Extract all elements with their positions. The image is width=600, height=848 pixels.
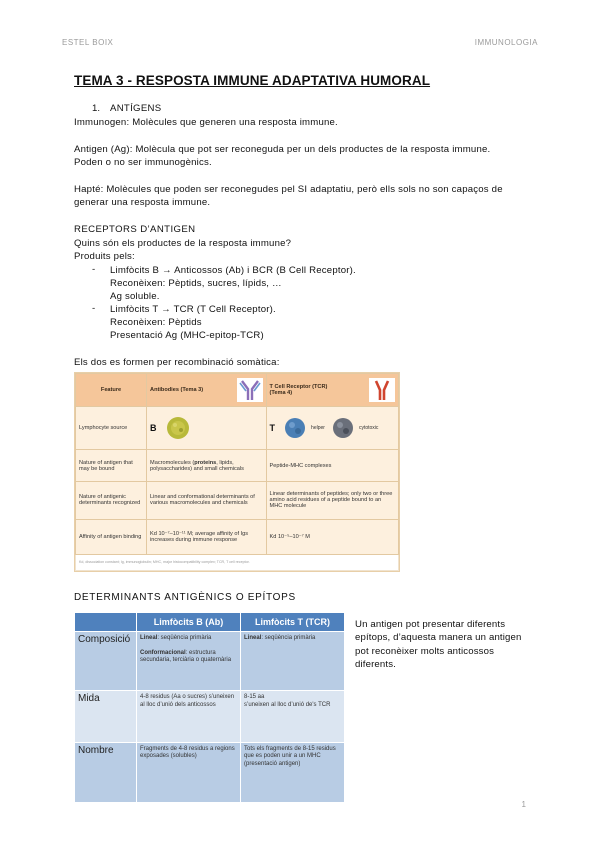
table1-row4-feature: Affinity of antigen binding [76, 520, 147, 554]
t-cells-line3: Presentació Ag (MHC-epitop-TCR) [110, 330, 264, 341]
table1-row4-antibodies: Kd 10⁻⁷–10⁻¹¹ M; average affinity of Igs increases during immune response [147, 520, 267, 554]
header-author: ESTEL BOIX [62, 38, 114, 47]
table1-row1-antibodies: B [147, 407, 267, 450]
table1-row3-feature: Nature of antigenic determinants recognized [76, 481, 147, 520]
hapte-definition-line2: generar una resposta immune. [74, 197, 211, 208]
table1-row2-antibodies: Macromolecules (proteins, lipids, polysaccharides) and small chemicals [147, 450, 267, 481]
immunogen-definition: Immunogen: Molècules que generen una resposta immune. [74, 117, 338, 128]
table1-header-tcr: T Cell Receptor (TCR) (Tema 4) [266, 374, 398, 407]
produced-by: Produits pels: [74, 251, 135, 262]
b-cells-line3: Ag soluble. [110, 291, 160, 302]
antigen-definition-line1: Antigen (Ag): Molècula que pot ser reconeguda per un dels productes de la resposta immune. [74, 144, 491, 155]
antigen-definition-line2: Poden o no ser immunogènics. [74, 157, 212, 168]
b-cells-line1: Limfòcits B → Anticossos (Ab) i BCR (B Cell Receptor). [110, 265, 356, 276]
table2-row-mida-t: 8-15 aa s’uneixen al lloc d’unió de's TCR [241, 691, 345, 742]
table1-row3-tcr: Linear determinants of peptides; only two or three amino acid residues of a peptide bound to an MHC molecule [266, 481, 398, 520]
receptors-question: Quins són els productes de la resposta immune? [74, 238, 292, 249]
page-title: TEMA 3 - RESPOSTA IMMUNE ADAPTATIVA HUMORAL [74, 73, 431, 88]
t-cells-line2: Reconèixen: Pèptids [110, 317, 202, 328]
table2-row-nombre-b: Fragments de 4-8 residus a regions exposades (solubles) [137, 742, 241, 802]
b-cell-icon [165, 415, 191, 441]
determinants-heading: DETERMINANTS ANTIGÈNICS O EPÍTOPS [74, 592, 296, 603]
hapte-definition-line1: Hapté: Molècules que poden ser reconegudes pel SI adaptatiu, però ells sols no son capaços de [74, 184, 503, 195]
table2-row-nombre-t: Tots els fragments de 8-15 residus que es poden unir a un MHC (presentació antigen) [241, 742, 345, 802]
table1-row1-tcr: T helper cytotoxic [266, 407, 398, 450]
table2-row-mida-label: Mida [75, 691, 137, 742]
cytotoxic-t-cell-icon [331, 416, 355, 440]
table2-row-composicio-t: Lineal: seqüència primària [241, 632, 345, 691]
table2-header-t-cells: Limfòcits T (TCR) [241, 613, 345, 632]
section-number: 1. [92, 103, 101, 114]
table1-row1-feature: Lymphocyte source [76, 407, 147, 450]
tcr-icon [369, 378, 395, 402]
table2-row-mida-b: 4-8 residus (Aa o sucres) s’uneixen al lloc d’unió dels anticossos [137, 691, 241, 742]
table2-row-composicio-label: Composició [75, 632, 137, 691]
t-cells-line1: Limfòcits T → TCR (T Cell Receptor). [110, 304, 276, 315]
table1-row2-tcr: Peptide-MHC complexes [266, 450, 398, 481]
receptors-heading: RECEPTORS D’ANTIGEN [74, 224, 196, 235]
page-number: 1 [521, 800, 526, 809]
epitopes-side-note: Un antigen pot presentar diferents epítops, d’aquesta manera un antigen pot reconèixer molts anticossos diferents. [355, 619, 522, 670]
section-title: ANTÍGENS [110, 103, 162, 114]
table1-row2-feature: Nature of antigen that may be bound [76, 450, 147, 481]
table1-row3-antibodies: Linear and conformational determinants of various macromolecules and chemicals [147, 481, 267, 520]
epitopes-table [74, 612, 344, 803]
b-cells-line2: Reconèixen: Pèptids, sucres, lípids, … [110, 278, 282, 289]
helper-t-cell-icon [283, 416, 307, 440]
table2-row-nombre-label: Nombre [75, 742, 137, 802]
table2-header-empty [75, 613, 137, 632]
table1-row4-tcr: Kd 10⁻⁵–10⁻⁷ M [266, 520, 398, 554]
antibody-tcr-comparison-table [74, 372, 400, 572]
table1-header-feature: Feature [76, 374, 147, 407]
header-subject: IMMUNOLOGIA [474, 38, 538, 47]
recombination-note: Els dos es formen per recombinació somàtica: [74, 357, 280, 368]
table2-header-b-cells: Limfòcits B (Ab) [137, 613, 241, 632]
antibody-icon [237, 378, 263, 402]
table2-row-composicio-b: Lineal: seqüència primària Conformacional: estructura secundaria, terciària o quaternària [137, 632, 241, 691]
bullet-dash: - [92, 264, 96, 275]
bullet-dash: - [92, 303, 96, 314]
table1-header-antibodies: Antibodies (Tema 3) [147, 374, 267, 407]
table1-footnote: Kd, dissociation constant; Ig, immunoglobulin; MHC, major histocompatibility complex; TCR, T cell receptor. [76, 554, 399, 570]
